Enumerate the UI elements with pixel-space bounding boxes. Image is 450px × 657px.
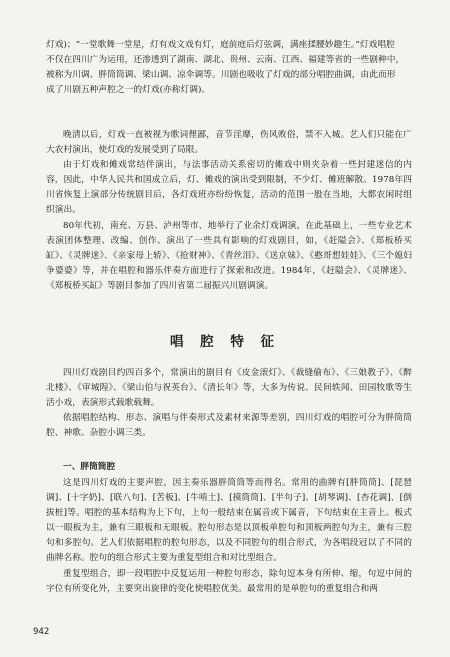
section-title: 唱 腔 特 征 xyxy=(169,334,281,350)
paragraph-pangtongtong: 这是四川灯戏的主要声腔，因主奏乐器胖筒筒等而得名。常用的曲牌有[胖筒筒]、[琵琶调]、[十字奶]、[联八句]、[苦板]、[牛啃土]、[摸筒筒]、[半句子]、[胡琴调]、[杏花调]、[倒拔桩]等。唱腔的基本结构为上下句，上句一般结束在属音或下属音，下句结束在主音上。板式以一眼板为主，兼有三眼板和无眼板。腔句形态是以顶板单腔句和顶板两腔句为主，兼有三腔句和多腔句。艺人们依据唱腔的腔句形态，以及不同腔句的组合形式，为各唱段冠以了不同的曲牌名称。腔句的组合形式主要为重复型组合和对比型组合。 xyxy=(46,478,412,564)
text-line: 不仅在四川广为运用，还渗透到了湖南、湖北、贵州、云南、江西、福建等省的一些剧种中， xyxy=(46,55,405,66)
subsection-block xyxy=(46,476,412,597)
paragraph-restrictions: 由于灯戏和傩戏常结伴演出，与法事活动关系密切的傩戏中则夹杂着一些封建迷信的内容，因此，中华人民共和国成立后，灯、傩戏的演出受到限制，不少灯、傩班解散。1978年四川省恢复上演部分传统剧目后，各灯戏班亦纷纷恢复，活动的范围一般在当地，大都农闲时组织演出。 xyxy=(46,160,412,216)
text-line: 被称为川调、胖筒筒调、梁山调、凉伞调等。川剧也吸收了灯戏的部分唱腔曲调，由此而形 xyxy=(46,70,396,81)
paragraph-repeat-combination: 重复型组合，即一段唱腔中反复运用一种腔句形态，除句逗本身有所伸、缩，句逗中间的字位有所变化外，主要突出旋律的变化使唱腔优美。最常用的是单腔句的重复组合和两 xyxy=(46,568,412,594)
section-block xyxy=(46,366,412,441)
paragraph-repertoire: 四川灯戏剧目约四百多个，常演出的剧目有《皮金滚灯》、《裁缝偷布》、《三娘教子》、《醉北楼》、《审城隍》、《梁山伯与祝英台》、《清长年》等，大多为传说、民间轶闻、田园牧歌等生活小戏，表演形式载歌载舞。 xyxy=(46,368,412,409)
paragraph-late-qing: 晚清以后，灯戏一直被视为歌词俚鄙，音节淫靡，伤风败俗，禁不入城。艺人们只能在广大农村演出，使灯戏的发展受到了局限。 xyxy=(46,130,412,156)
paragraph-1980s: 80年代初，南充、万县、泸州等市、地举行了业余灯戏调演，在此基础上，一些专业艺术表演团体整理、改编、创作、演出了一些具有影响的灯戏剧目，如，《赶隘会》、《郑板桥买缸》、《灵牌迷》、《亲家母上轿》、《抢财神》、《青丝泪》、《送京妹》、《憨哥想娃娃》、《三个媳妇争婆婆》等，并在唱腔和器乐伴奏方面进行了探索和改进。1984年，《赶隘会》、《灵牌迷》、《郑板桥买缸》等剧目参加了四川省第二届振兴川剧调演。 xyxy=(46,220,412,291)
text-line: 成了川剧五种声腔之一的灯戏(亦称灯调)。 xyxy=(46,85,211,96)
text-line: 灯戏)；“一堂歌舞一堂星，灯有戏文戏有灯，庭前庭后灯弦调，满座揉腰妙趣生。”灯戏唱腔 xyxy=(46,40,395,50)
paragraph-classification: 依据唱腔结构、形态、演唱与伴奏形式及素材来源等差别，四川灯戏的唱腔可分为胖筒筒腔、神歌、杂腔小调三类。 xyxy=(46,413,412,439)
subsection-title: 一、胖筒筒腔 xyxy=(63,462,116,472)
page-number: 942 xyxy=(33,627,50,637)
body-block xyxy=(46,128,412,294)
intro-block xyxy=(46,38,412,98)
